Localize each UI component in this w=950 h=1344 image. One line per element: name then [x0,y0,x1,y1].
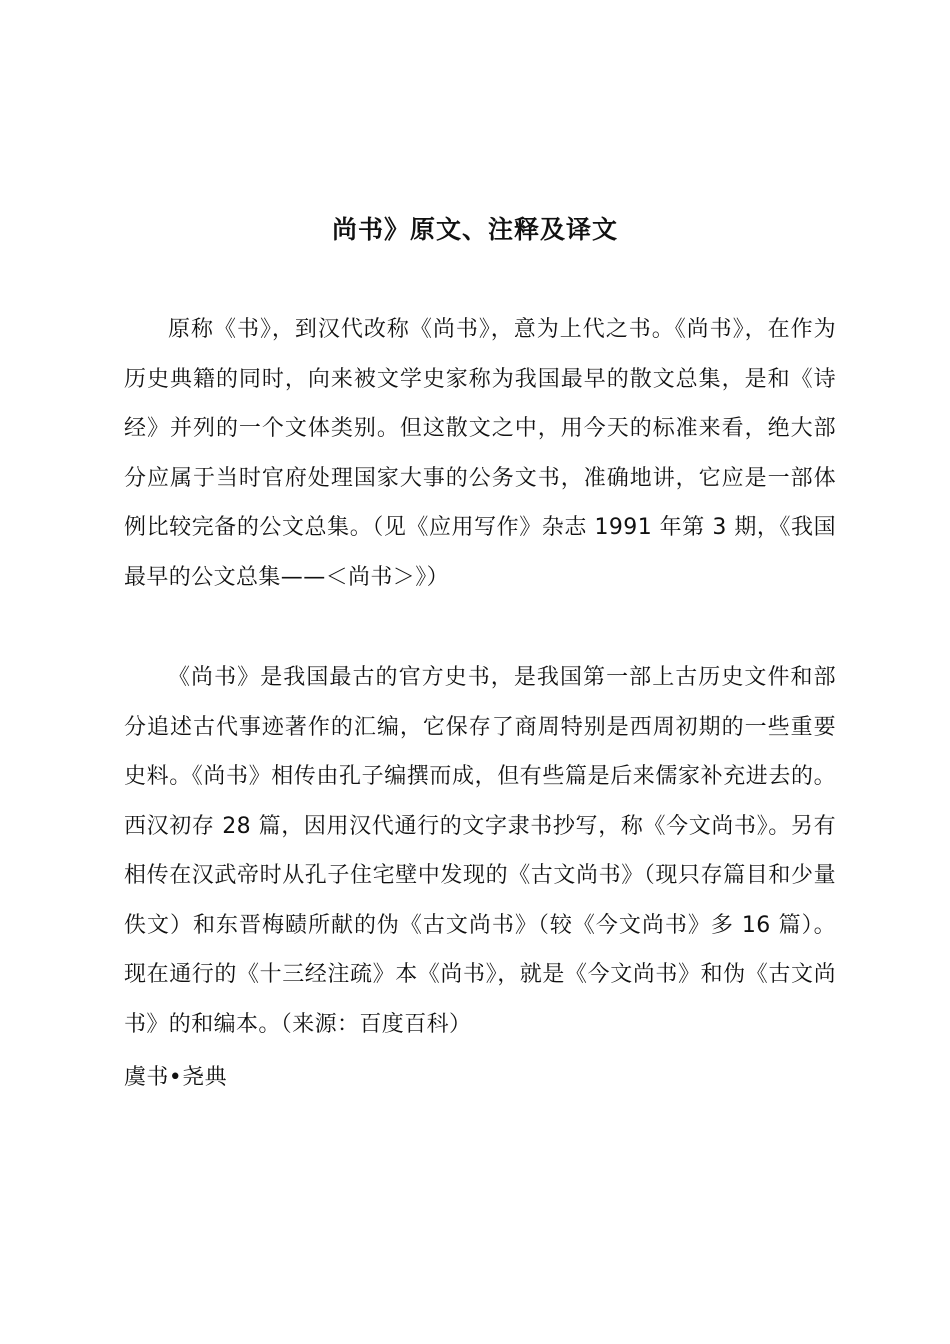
intro-paragraph-2: 《尚书》是我国最古的官方史书，是我国第一部上古历史文件和部分追述古代事迹著作的汇编，它保存了商周特别是西周初期的一些重要史料。《尚书》相传由孔子编撰而成，但有些篇是后来儒家补充进去的。西汉初存 28 篇，因用汉代通行的文字隶书抄写，称《今文尚书》。另有相传在汉武帝时从孔子住宅壁中发现的《古文尚书》（现只存篇目和少量佚文）和东晋梅赜所献的伪《古文尚书》（较《今文尚书》多 16 篇）。现在通行的《十三经注疏》本《尚书》，就是《今文尚书》和伪《古文尚书》的和编本。（来源：百度百科） [124,665,836,1037]
intro-paragraph-1: 原称《书》，到汉代改称《尚书》，意为上代之书。《尚书》，在作为历史典籍的同时，向来被文学史家称为我国最早的散文总集，是和《诗经》并列的一个文体类别。但这散文之中，用今天的标准来看，绝大部分应属于当时官府处理国家大事的公务文书，准确地讲，它应是一部体例比较完备的公文总集。（见《应用写作》杂志 1991 年第 3 期，《我国最早的公文总集——＜尚书＞》） [124,317,836,590]
document-title: 尚书》原文、注释及译文 [331,215,618,244]
section-heading: 虞书•尧典 [124,1065,227,1090]
